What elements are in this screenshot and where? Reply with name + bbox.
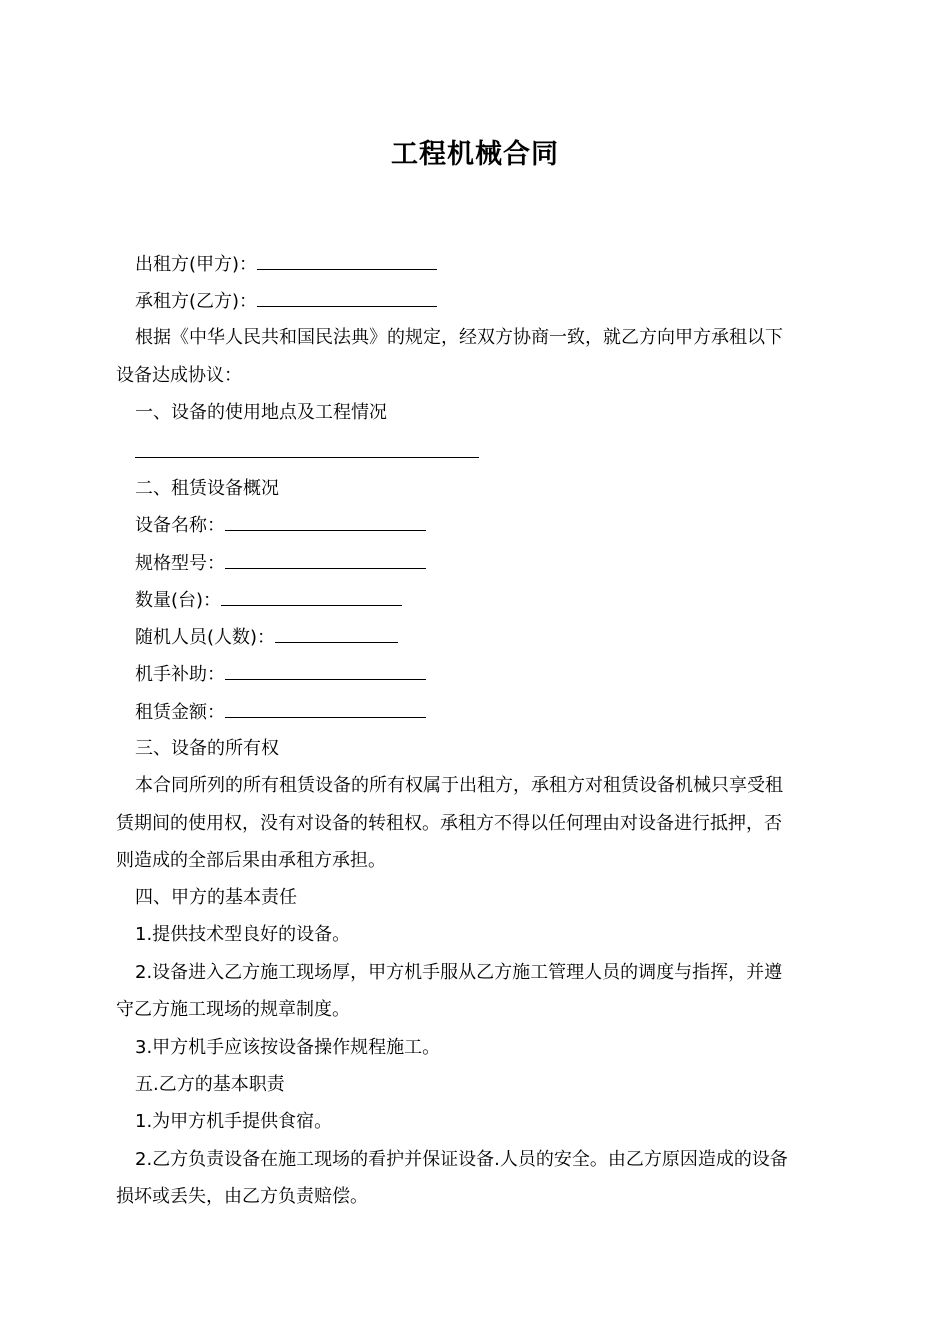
section3-line-2: 赁期间的使用权，没有对设备的转租权。承租方不得以任何理由对设备进行抵押，否 <box>116 813 782 834</box>
section5-item-1: 1.为甲方机手提供食宿。 <box>135 1111 333 1132</box>
field-blank[interactable] <box>225 550 426 569</box>
section4-item-2-line-1: 2.设备进入乙方施工现场厚，甲方机手服从乙方施工管理人员的调度与指挥，并遵 <box>135 962 783 983</box>
field-label: 数量(台)： <box>135 590 222 611</box>
section5-heading: 五.乙方的基本职责 <box>135 1074 285 1095</box>
field-equipment-name <box>135 512 426 539</box>
lessee-line <box>135 288 437 315</box>
intro-line-1: 根据《中华人民共和国民法典》的规定，经双方协商一致，就乙方向甲方承租以下 <box>135 327 783 348</box>
section4-heading: 四、甲方的基本责任 <box>135 887 297 908</box>
field-label: 随机人员(人数)： <box>135 627 276 648</box>
section3-line-3: 则造成的全部后果由承租方承担。 <box>116 850 386 871</box>
section2-heading: 二、租赁设备概况 <box>135 478 279 499</box>
field-blank[interactable] <box>225 699 426 718</box>
intro-line-2: 设备达成协议： <box>116 365 242 386</box>
section4-item-2-line-2: 守乙方施工现场的规章制度。 <box>116 999 350 1020</box>
field-label: 规格型号： <box>135 553 225 574</box>
field-blank[interactable] <box>225 512 426 531</box>
field-blank[interactable] <box>221 587 402 606</box>
field-staff <box>135 624 398 651</box>
lessor-blank[interactable] <box>257 251 437 270</box>
section5-item-2-line-2: 损坏或丢失，由乙方负责赔偿。 <box>116 1186 368 1207</box>
section5-item-2-line-1: 2.乙方负责设备在施工现场的看护并保证设备.人员的安全。由乙方原因造成的设备 <box>135 1149 788 1170</box>
lessee-blank[interactable] <box>257 288 437 307</box>
field-quantity <box>135 587 402 614</box>
section3-line-1: 本合同所列的所有租赁设备的所有权属于出租方，承租方对租赁设备机械只享受租 <box>135 775 783 796</box>
section1-heading: 一、设备的使用地点及工程情况 <box>135 402 387 423</box>
field-label: 机手补助： <box>135 664 225 685</box>
lessor-line <box>135 251 437 278</box>
field-blank[interactable] <box>275 624 398 643</box>
section1-blank[interactable] <box>135 457 479 458</box>
lessee-label: 承租方(乙方)： <box>135 291 258 312</box>
lessor-label: 出租方(甲方)： <box>135 254 258 275</box>
field-blank[interactable] <box>225 661 426 680</box>
field-operator-allowance <box>135 661 426 688</box>
field-label: 设备名称： <box>135 515 225 536</box>
field-rental-amount <box>135 699 426 726</box>
section4-item-3: 3.甲方机手应该按设备操作规程施工。 <box>135 1037 441 1058</box>
field-spec-model <box>135 550 426 577</box>
section3-heading: 三、设备的所有权 <box>135 738 279 759</box>
section4-item-1: 1.提供技术型良好的设备。 <box>135 924 351 945</box>
document-title: 工程机械合同 <box>391 139 559 170</box>
field-label: 租赁金额： <box>135 702 225 723</box>
